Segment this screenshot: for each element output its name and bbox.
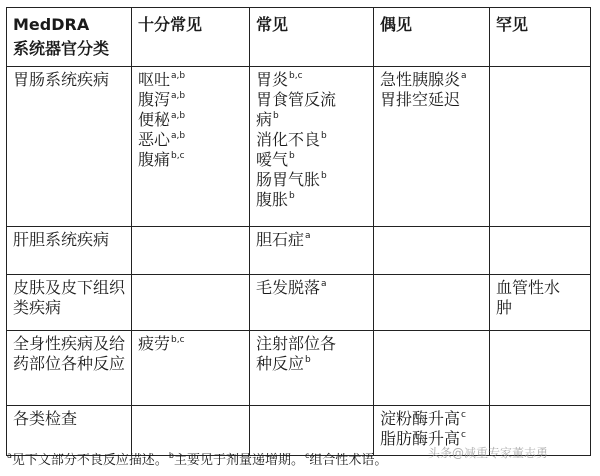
header-uncommon: 偶见	[374, 8, 490, 67]
reaction-term: 腹泻	[138, 90, 171, 109]
common-cell	[250, 406, 374, 456]
reaction-entry	[256, 190, 368, 210]
reaction-term: 胃食管反流	[256, 90, 337, 109]
header-soc-line1: MedDRA	[13, 15, 90, 34]
table-row	[7, 331, 591, 406]
footnote-marker: c	[461, 429, 466, 440]
table-row	[7, 67, 591, 227]
reaction-term: 腹痛	[138, 150, 171, 169]
very-common-cell	[132, 275, 250, 331]
reaction-entry	[138, 334, 244, 354]
adverse-reactions-table	[6, 7, 591, 456]
footnote-marker: a	[321, 278, 327, 289]
header-soc	[7, 8, 132, 67]
footnote-marker: b,c	[171, 334, 185, 345]
common-cell	[250, 275, 374, 331]
footnote-marker: b,c	[171, 150, 185, 161]
uncommon-cell	[374, 275, 490, 331]
footnote-a-marker: a	[7, 450, 12, 460]
reaction-term: 恶心	[138, 130, 171, 149]
reaction-term: 脂肪酶升高	[380, 429, 461, 448]
reaction-term: 肠胃气胀	[256, 170, 321, 189]
reaction-entry	[380, 90, 484, 110]
header-soc-line2: 系统器官分类	[13, 39, 110, 58]
reaction-entry	[380, 70, 484, 90]
footnote-c-marker: c	[305, 450, 310, 460]
soc-cell: 肝胆系统疾病	[7, 227, 132, 275]
common-cell	[250, 331, 374, 406]
reaction-entry	[256, 130, 368, 150]
watermark: 头条@减重专家董志勇	[428, 446, 549, 460]
reaction-term: 腹胀	[256, 190, 289, 209]
reaction-entry	[496, 278, 585, 298]
very-common-cell	[132, 406, 250, 456]
footnote-marker: b	[305, 354, 311, 365]
reaction-entry	[138, 90, 244, 110]
header-common: 常见	[250, 8, 374, 67]
soc-cell: 全身性疾病及给药部位各种反应	[7, 331, 132, 406]
uncommon-cell	[374, 67, 490, 227]
footnote-marker: b	[321, 130, 327, 141]
reaction-entry	[138, 150, 244, 170]
reaction-term: 淀粉酶升高	[380, 409, 461, 428]
footnote-a-text: 见下文部分不良反应描述。	[11, 453, 168, 468]
footnote-marker: a,b	[171, 90, 186, 101]
reaction-term: 胆石症	[256, 230, 305, 249]
reaction-entry	[256, 170, 368, 190]
very-common-cell	[132, 331, 250, 406]
footnote-marker: a	[305, 230, 311, 241]
reaction-term: 便秘	[138, 110, 171, 129]
footnote-b-text: 主要见于剂量递增期。	[174, 453, 305, 468]
reaction-entry	[496, 298, 585, 318]
uncommon-cell	[374, 227, 490, 275]
reaction-entry	[256, 70, 368, 90]
footnote-marker: b,c	[289, 70, 303, 81]
reaction-term: 种反应	[256, 354, 305, 373]
reaction-term: 毛发脱落	[256, 278, 321, 297]
footnote-c-text: 组合性术语。	[309, 453, 388, 468]
table-footnote	[6, 450, 388, 469]
reaction-term: 呕吐	[138, 70, 171, 89]
reaction-term: 消化不良	[256, 130, 321, 149]
rare-cell	[490, 227, 591, 275]
reaction-entry	[256, 334, 368, 354]
footnote-marker: a	[461, 70, 467, 81]
reaction-entry	[138, 110, 244, 130]
footnote-marker: c	[461, 409, 466, 420]
rare-cell	[490, 275, 591, 331]
footnote-marker: a,b	[171, 70, 186, 81]
footnote-marker: a,b	[171, 130, 186, 141]
reaction-term: 急性胰腺炎	[380, 70, 461, 89]
reaction-term: 肿	[496, 298, 513, 317]
footnote-marker: a,b	[171, 110, 186, 121]
soc-cell: 胃肠系统疾病	[7, 67, 132, 227]
reaction-term: 疲劳	[138, 334, 171, 353]
table-row	[7, 275, 591, 331]
reaction-entry	[380, 409, 484, 429]
table-header-row	[7, 8, 591, 67]
footnote-marker: b	[273, 110, 279, 121]
footnote-marker: b	[289, 150, 295, 161]
soc-cell: 各类检查	[7, 406, 132, 456]
header-very-common: 十分常见	[132, 8, 250, 67]
footnote-marker: b	[289, 190, 295, 201]
reaction-term: 病	[256, 110, 273, 129]
table-row	[7, 227, 591, 275]
reaction-entry	[256, 150, 368, 170]
rare-cell	[490, 331, 591, 406]
reaction-term: 血管性水	[496, 278, 561, 297]
very-common-cell	[132, 227, 250, 275]
reaction-entry	[256, 110, 368, 130]
reaction-term: 胃排空延迟	[380, 90, 461, 109]
footnote-marker: b	[321, 170, 327, 181]
reaction-term: 嗳气	[256, 150, 289, 169]
reaction-entry	[138, 130, 244, 150]
reaction-entry	[256, 230, 368, 250]
reaction-entry	[256, 278, 368, 298]
common-cell	[250, 227, 374, 275]
header-rare: 罕见	[490, 8, 591, 67]
reaction-term: 注射部位各	[256, 334, 337, 353]
common-cell	[250, 67, 374, 227]
uncommon-cell	[374, 331, 490, 406]
reaction-entry	[256, 354, 368, 374]
rare-cell	[490, 67, 591, 227]
reaction-term: 胃炎	[256, 70, 289, 89]
soc-cell: 皮肤及皮下组织类疾病	[7, 275, 132, 331]
very-common-cell	[132, 67, 250, 227]
footnote-b-marker: b	[168, 450, 174, 460]
reaction-entry	[256, 90, 368, 110]
reaction-entry	[138, 70, 244, 90]
